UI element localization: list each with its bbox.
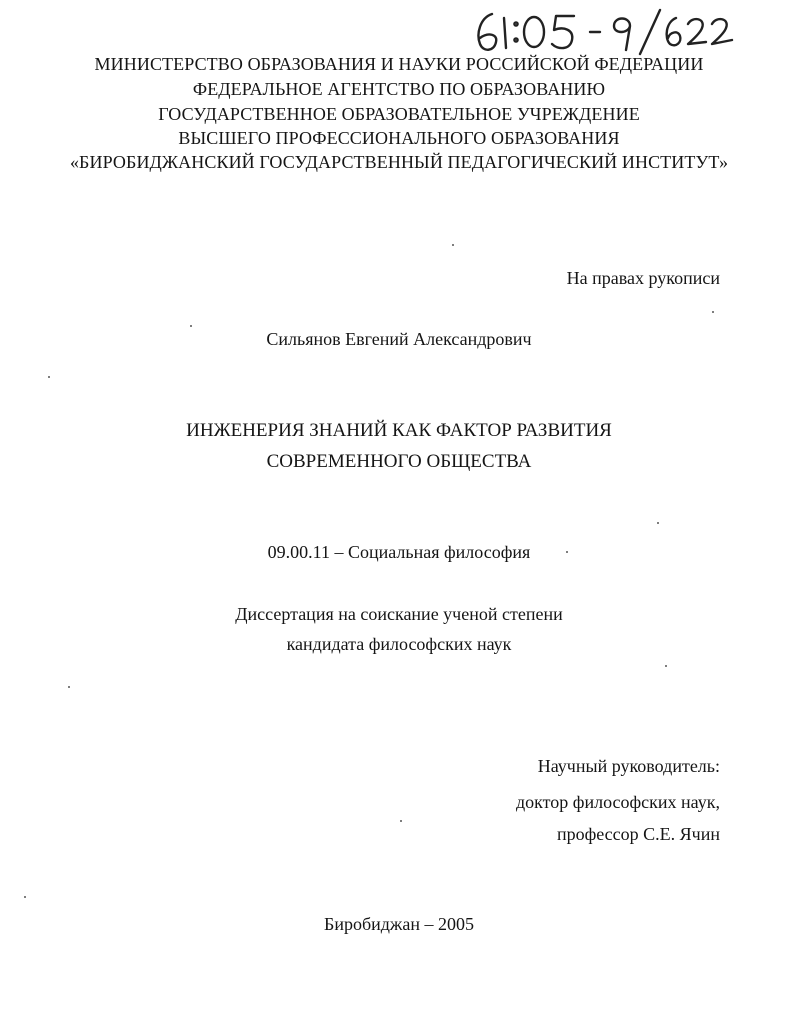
scan-speck [452,244,454,246]
title-line-1: ИНЖЕНЕРИЯ ЗНАНИЙ КАК ФАКТОР РАЗВИТИЯ [186,420,612,441]
header-line-ministry: МИНИСТЕРСТВО ОБРАЗОВАНИЯ И НАУКИ РОССИЙСКОЙ ФЕДЕРАЦИИ [94,54,704,74]
header-line-education-level: ВЫСШЕГО ПРОФЕССИОНАЛЬНОГО ОБРАЗОВАНИЯ [178,128,620,148]
header-line-agency: ФЕДЕРАЛЬНОЕ АГЕНТСТВО ПО ОБРАЗОВАНИЮ [192,79,606,99]
library-stamp [470,4,760,60]
title-line-2: СОВРЕМЕННОГО ОБЩЕСТВА [266,451,532,472]
scan-speck [566,551,568,553]
handwritten-stamp-drawing [470,4,760,60]
supervisor-label: Научный руководитель: [537,756,720,776]
degree-line-1: Диссертация на соискание ученой степени [235,604,563,624]
supervisor-degree: доктор философских наук, [516,792,720,812]
scan-speck [190,325,192,327]
specialty-code: 09.00.11 – Социальная философия [267,542,531,562]
degree-line-2: кандидата философских наук [286,634,512,654]
scan-speck [68,686,70,688]
place-year: Биробиджан – 2005 [324,914,474,934]
header-line-institute-name: «БИРОБИДЖАНСКИЙ ГОСУДАРСТВЕННЫЙ ПЕДАГОГИЧЕСКИЙ ИНСТИТУТ» [69,152,729,172]
scan-speck [657,522,659,524]
scan-speck [712,311,714,313]
scan-speck [24,896,26,898]
author-name: Сильянов Евгений Александрович [266,329,532,349]
scan-speck [400,820,402,822]
manuscript-note: На правах рукописи [566,268,720,288]
header-line-institution-type: ГОСУДАРСТВЕННОЕ ОБРАЗОВАТЕЛЬНОЕ УЧРЕЖДЕНИЕ [158,104,640,124]
supervisor-name: профессор С.Е. Ячин [556,824,720,844]
scan-speck [48,376,50,378]
scan-speck [665,665,667,667]
